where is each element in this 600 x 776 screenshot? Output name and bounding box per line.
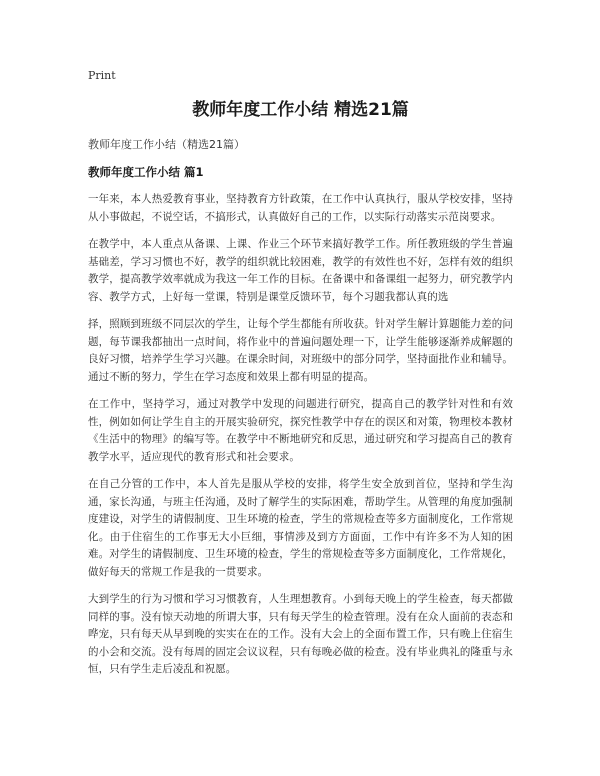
paragraph-1: 一年来，本人热爱教育事业，坚持教育方针政策，在工作中认真执行，服从学校安排，坚持从小事做起，不说空话，不搞形式，认真做好自己的工作，以实际行动落实示范岗要求。 <box>88 193 513 223</box>
section-heading: 教师年度工作小结 篇1 <box>88 165 204 179</box>
paragraph-4: 在工作中，坚持学习，通过对教学中发现的问题进行研究，提高自己的教学针对性和有效性，例如如何让学生自主的开展实验研究，探究性教学中存在的误区和对策，物理校本教材《生活中的物理》的编写等。在教学中不断地研究和反思，通过研究和学习提高自己的教育教学水平，适应现代的教育形式和社会要求。 <box>88 398 513 463</box>
paragraph-2: 在教学中，本人重点从备课、上课、作业三个环节来搞好教学工作。所任教班级的学生普遍基础差，学习习惯也不好，教学的组织就比较困难，教学的有效性也不好，怎样有效的组织教学，提高教学效率就成为我这一年工作的目标。在备课中和备课组一起努力，研究教学内容、教学方式，上好每一堂课，特别是课堂反馈环节，每个习题我都认真的选 <box>88 238 513 303</box>
paragraph-5: 在自己分管的工作中，本人首先是服从学校的安排，将学生安全放到首位，坚持和学生沟通，家长沟通，与班主任沟通，及时了解学生的实际困难，帮助学生。从管理的角度加强制度建设，对学生的请假制度、卫生环境的检查，学生的常规检查等多方面制度化，工作常规化。由于住宿生的工作事无大小巨细，事情涉及到方方面面，工作中有许多不为人知的困难。对学生的请假制度、卫生环境的检查，学生的常规检查等多方面制度化，工作常规化，做好每天的常规工作是我的一贯要求。 <box>88 478 513 578</box>
document-subtitle: 教师年度工作小结（精选21篇） <box>88 138 245 151</box>
print-label: Print <box>88 69 116 82</box>
document-page <box>88 68 513 689</box>
paragraph-6: 大到学生的行为习惯和学习习惯教育，人生理想教育。小到每天晚上的学生检查，每天都做同样的事。没有惊天动地的所谓大事，只有每天学生的检查管理。没有在众人面前的表态和哗宠，只有每天从早到晚的实实在在的工作。没有大会上的全面布置工作，只有晚上住宿生的小会和交流。没有每周的固定会议议程，只有每晚必做的检查。没有毕业典礼的隆重与永恒，只有学生走后凌乱和祝愿。 <box>88 593 513 675</box>
paragraph-3: 择，照顾到班级不同层次的学生，让每个学生都能有所收获。针对学生解计算题能力差的问题，每节课我都抽出一点时间，将作业中的普遍问题处理一下，让学生能够逐渐养成解题的良好习惯，培养学生学习兴趣。在课余时间，对班级中的部分同学，坚持面批作业和辅导。通过不断的努力，学生在学习态度和效果上都有明显的提高。 <box>88 318 513 383</box>
document-title: 教师年度工作小结 精选21篇 <box>192 100 409 120</box>
